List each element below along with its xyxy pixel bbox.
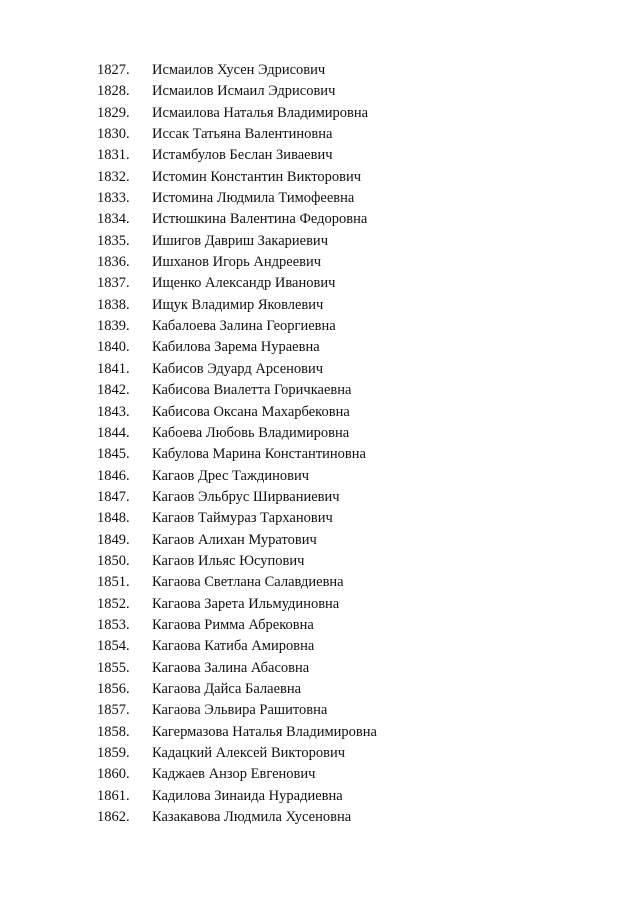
entry-name: Каджаев Анзор Евгенович [152,766,316,783]
entry-name: Кагаов Таймураз Тарханович [152,510,333,527]
entry-number: 1858. [97,723,130,740]
entry-number: 1846. [97,467,130,484]
entry-number: 1860. [97,766,130,783]
entry-name: Истомин Константин Викторович [152,168,362,185]
entry-name: Истомина Людмила Тимофеевна [152,190,355,207]
list-item [97,231,377,252]
list-item [97,188,377,209]
entry-name: Казакавова Людмила Хусеновна [152,809,352,826]
list-item [97,81,377,102]
entry-number: 1857. [97,702,130,719]
entry-name: Кабисова Виалетта Горичкаевна [152,382,352,399]
list-item [97,700,377,721]
entry-name: Кагаова Катиба Амировна [152,638,315,655]
list-item [97,252,377,273]
entry-number: 1859. [97,745,130,761]
entry-number: 1840. [97,339,130,356]
numbered-name-list [97,60,377,828]
entry-name: Ищук Владимир Яковлевич [152,296,324,313]
list-item [97,167,377,188]
list-item [97,786,377,807]
entry-number: 1851. [97,574,130,591]
entry-name: Ишигов Давриш Закариевич [152,232,328,249]
list-item [97,295,377,316]
list-item [97,679,377,700]
list-item [97,551,377,572]
entry-name: Исмаилов Исмаил Эдрисович [152,83,336,100]
entry-name: Истюшкина Валентина Федоровна [152,211,368,228]
entry-name: Ишханов Игорь Андреевич [152,254,322,271]
list-item [97,444,377,465]
entry-name: Кабилова Зарема Нураевна [152,339,320,356]
list-item [97,530,377,551]
entry-name: Кагаова Римма Абрековна [152,616,314,633]
entry-number: 1832. [97,168,130,185]
list-item [97,145,377,166]
entry-name: Кадилова Зинаида Нурадиевна [152,787,343,804]
list-item [97,124,377,145]
entry-name: Кагаов Алихан Муратович [152,531,317,548]
entry-number: 1829. [97,104,130,121]
list-item [97,423,377,444]
entry-number: 1835. [97,232,130,249]
entry-number: 1838. [97,296,130,313]
entry-name: Кагаова Эльвира Рашитовна [152,702,328,719]
entry-name: Кабисова Оксана Махарбековна [152,403,350,420]
entry-number: 1844. [97,424,130,441]
entry-number: 1830. [97,126,130,143]
list-item [97,508,377,529]
entry-name: Кадацкий Алексей Викторович [152,745,346,761]
list-item [97,359,377,380]
list-item [97,722,377,743]
entry-number: 1842. [97,382,130,399]
list-item [97,807,377,828]
entry-name: Иссак Татьяна Валентиновна [152,126,333,143]
entry-name: Кагаова Светлана Салавдиевна [152,574,344,591]
entry-name: Исмаилов Хусен Эдрисович [152,62,326,78]
entry-number: 1841. [97,360,130,377]
list-item [97,466,377,487]
entry-number: 1856. [97,680,130,697]
list-item [97,337,377,358]
entry-number: 1862. [97,809,130,826]
list-item [97,402,377,423]
list-item [97,273,377,294]
entry-number: 1848. [97,510,130,527]
entry-name: Ищенко Александр Иванович [152,275,336,292]
list-item [97,380,377,401]
entry-number: 1836. [97,254,130,271]
entry-name: Кагаов Эльбрус Ширваниевич [152,488,340,505]
entry-name: Кагаова Зарета Ильмудиновна [152,595,340,612]
list-item [97,316,377,337]
entry-number: 1828. [97,83,130,100]
entry-name: Кабалоева Залина Георгиевна [152,318,336,335]
list-item [97,594,377,615]
entry-number: 1850. [97,552,130,569]
list-item [97,572,377,593]
list-item [97,209,377,230]
list-item [97,658,377,679]
entry-name: Истамбулов Беслан Зиваевич [152,147,333,164]
entry-number: 1845. [97,446,130,463]
entry-number: 1837. [97,275,130,292]
entry-name: Кагаова Дайса Балаевна [152,680,302,697]
entry-name: Кагермазова Наталья Владимировна [152,723,377,740]
entry-name: Исмаилова Наталья Владимировна [152,104,369,121]
entry-name: Кабоева Любовь Владимировна [152,424,350,441]
entry-name: Кагаова Залина Абасовна [152,659,310,676]
entry-number: 1831. [97,147,130,164]
entry-name: Кабисов Эдуард Арсенович [152,360,324,377]
list-item [97,636,377,657]
list-item [97,103,377,124]
entry-number: 1847. [97,488,130,505]
entry-number: 1833. [97,190,130,207]
entry-number: 1855. [97,659,130,676]
list-item [97,615,377,636]
entry-number: 1852. [97,595,130,612]
entry-number: 1861. [97,787,130,804]
list-item [97,743,377,764]
list-item [97,60,377,81]
entry-number: 1843. [97,403,130,420]
entry-number: 1827. [97,62,130,78]
entry-number: 1839. [97,318,130,335]
entry-name: Кагаов Дрес Таждинович [152,467,310,484]
entry-number: 1854. [97,638,130,655]
list-item [97,764,377,785]
entry-name: Кабулова Марина Константиновна [152,446,366,463]
entry-name: Кагаов Ильяс Юсупович [152,552,305,569]
entry-number: 1853. [97,616,130,633]
entry-number: 1849. [97,531,130,548]
entry-number: 1834. [97,211,130,228]
list-item [97,487,377,508]
